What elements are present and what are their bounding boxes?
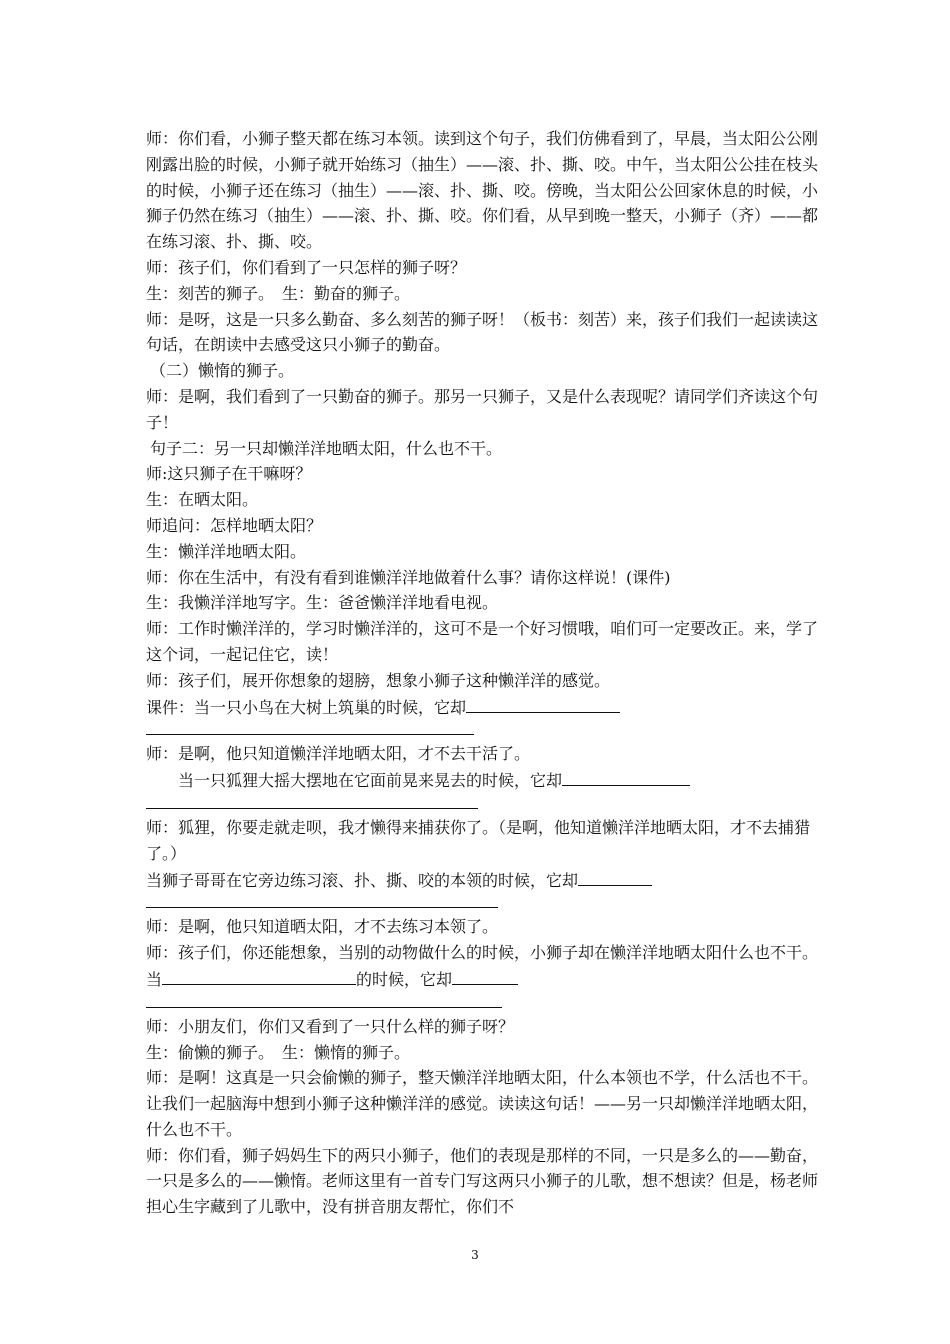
paragraph: 师：狐狸，你要走就走呗，我才懒得来捕获你了。（是啊，他知道懒洋洋地晒太阳，才不去捕猎了。） <box>146 817 811 863</box>
page-number: 3 <box>471 1248 479 1262</box>
paragraph: 师：孩子们，展开你想象的翅膀，想象小狮子这种懒洋洋的感觉。 <box>146 670 611 690</box>
fill-in-prompt <box>146 767 818 794</box>
paragraph: 句子二：另一只却懒洋洋地晒太阳，什么也不干。 <box>150 438 503 458</box>
answer-blank <box>562 767 690 786</box>
paragraph: 师：是呀，这是一只多么勤奋、多么刻苦的狮子呀！（板书：刻苦）来，孩子们我们一起读读这句话，在朗读中去感受这只小狮子的勤奋。 <box>146 309 819 355</box>
paragraph: 师:这只狮子在干嘛呀？ <box>146 464 312 484</box>
prompt-text: 的时候，它却 <box>356 969 453 989</box>
paragraph: 生：偷懒的狮子。 生：懒惰的狮子。 <box>146 1042 411 1062</box>
paragraph: 师：是啊，我们看到了一只勤奋的狮子。那另一只狮子，又是什么表现呢？请同学们齐读这个句子！ <box>146 386 819 432</box>
prompt-text: 课件：当一只小鸟在大树上筑巢的时候，它却 <box>146 697 467 717</box>
answer-blank <box>162 966 356 985</box>
paragraph: 师：你们看，狮子妈妈生下的两只小狮子，他们的表现是那样的不同，一只是多么的——勤奋，一只是多么的——懒惰。老师这里有一首专门写这两只小狮子的儿歌，想不想读？但是，杨老师担心生字藏到了儿歌中，没有拼音朋友帮忙，你们不 <box>146 1145 819 1217</box>
prompt-text: 当 <box>146 969 163 989</box>
answer-blank-line <box>146 794 478 809</box>
paragraph: 师：孩子们，你们看到了一只怎样的狮子呀？ <box>146 257 467 277</box>
fill-in-prompt <box>146 966 818 993</box>
paragraph: 师：你在生活中，有没有看到谁懒洋洋地做着什么事？请你这样说！(课件) <box>146 567 671 587</box>
answer-blank <box>578 867 652 886</box>
section-heading: （二）懒惰的狮子。 <box>150 361 295 381</box>
paragraph: 师：是啊！这真是一只会偷懒的狮子，整天懒洋洋地晒太阳，什么本领也不学，什么活也不干。让我们一起脑海中想到小狮子这种懒洋洋的感觉。读读这句话！——另一只却懒洋洋地晒太阳，什么也不干。 <box>146 1068 819 1139</box>
lesson-transcript <box>146 126 818 1220</box>
fill-in-prompt <box>146 694 818 721</box>
answer-blank <box>452 966 518 985</box>
paragraph: 生：刻苦的狮子。 生：勤奋的狮子。 <box>146 283 411 303</box>
prompt-text: 当狮子哥哥在它旁边练习滚、扑、撕、咬的本领的时候，它却 <box>146 870 579 890</box>
answer-blank <box>466 694 620 713</box>
answer-blank-line <box>146 893 498 908</box>
paragraph: 师：是啊，他只知道懒洋洋地晒太阳，才不去干活了。 <box>146 744 531 764</box>
paragraph: 师：是啊，他只知道晒太阳，才不去练习本领了。 <box>146 917 499 937</box>
paragraph: 师：你们看，小狮子整天都在练习本领。读到这个句子，我们仿佛看到了，早晨，当太阳公公刚刚露出脸的时候，小狮子就开始练习（抽生）——滚、扑、撕、咬。中午，当太阳公公挂在枝头的时候，小狮子还在练习（抽生）——滚、扑、撕、咬。傍晚，当太阳公公回家休息的时候，小狮子仍然在练习（抽生）——滚、扑、撕、咬。你们看，从早到晚一整天，小狮子（齐）——都在练习滚、扑、撕、咬。 <box>146 129 819 252</box>
prompt-text: 当一只狐狸大摇大摆地在它面前晃来晃去的时候，它却 <box>178 771 563 791</box>
paragraph: 师：小朋友们，你们又看到了一只什么样的狮子呀？ <box>146 1016 515 1036</box>
paragraph: 师追问：怎样地晒太阳？ <box>146 515 323 535</box>
paragraph: 生：我懒洋洋地写字。生：爸爸懒洋洋地看电视。 <box>146 593 499 613</box>
answer-blank-line <box>146 720 474 735</box>
fill-in-prompt <box>146 867 818 894</box>
answer-blank-line <box>146 993 502 1008</box>
paragraph: 师：孩子们，你还能想象，当别的动物做什么的时候，小狮子却在懒洋洋地晒太阳什么也不干。 <box>146 943 819 963</box>
paragraph: 师：工作时懒洋洋的，学习时懒洋洋的，这可不是一个好习惯哦，咱们可一定要改正。来，学了这个词，一起记住它，读！ <box>146 619 819 664</box>
paragraph: 生：懒洋洋地晒太阳。 <box>146 541 307 561</box>
paragraph: 生：在晒太阳。 <box>146 490 259 510</box>
